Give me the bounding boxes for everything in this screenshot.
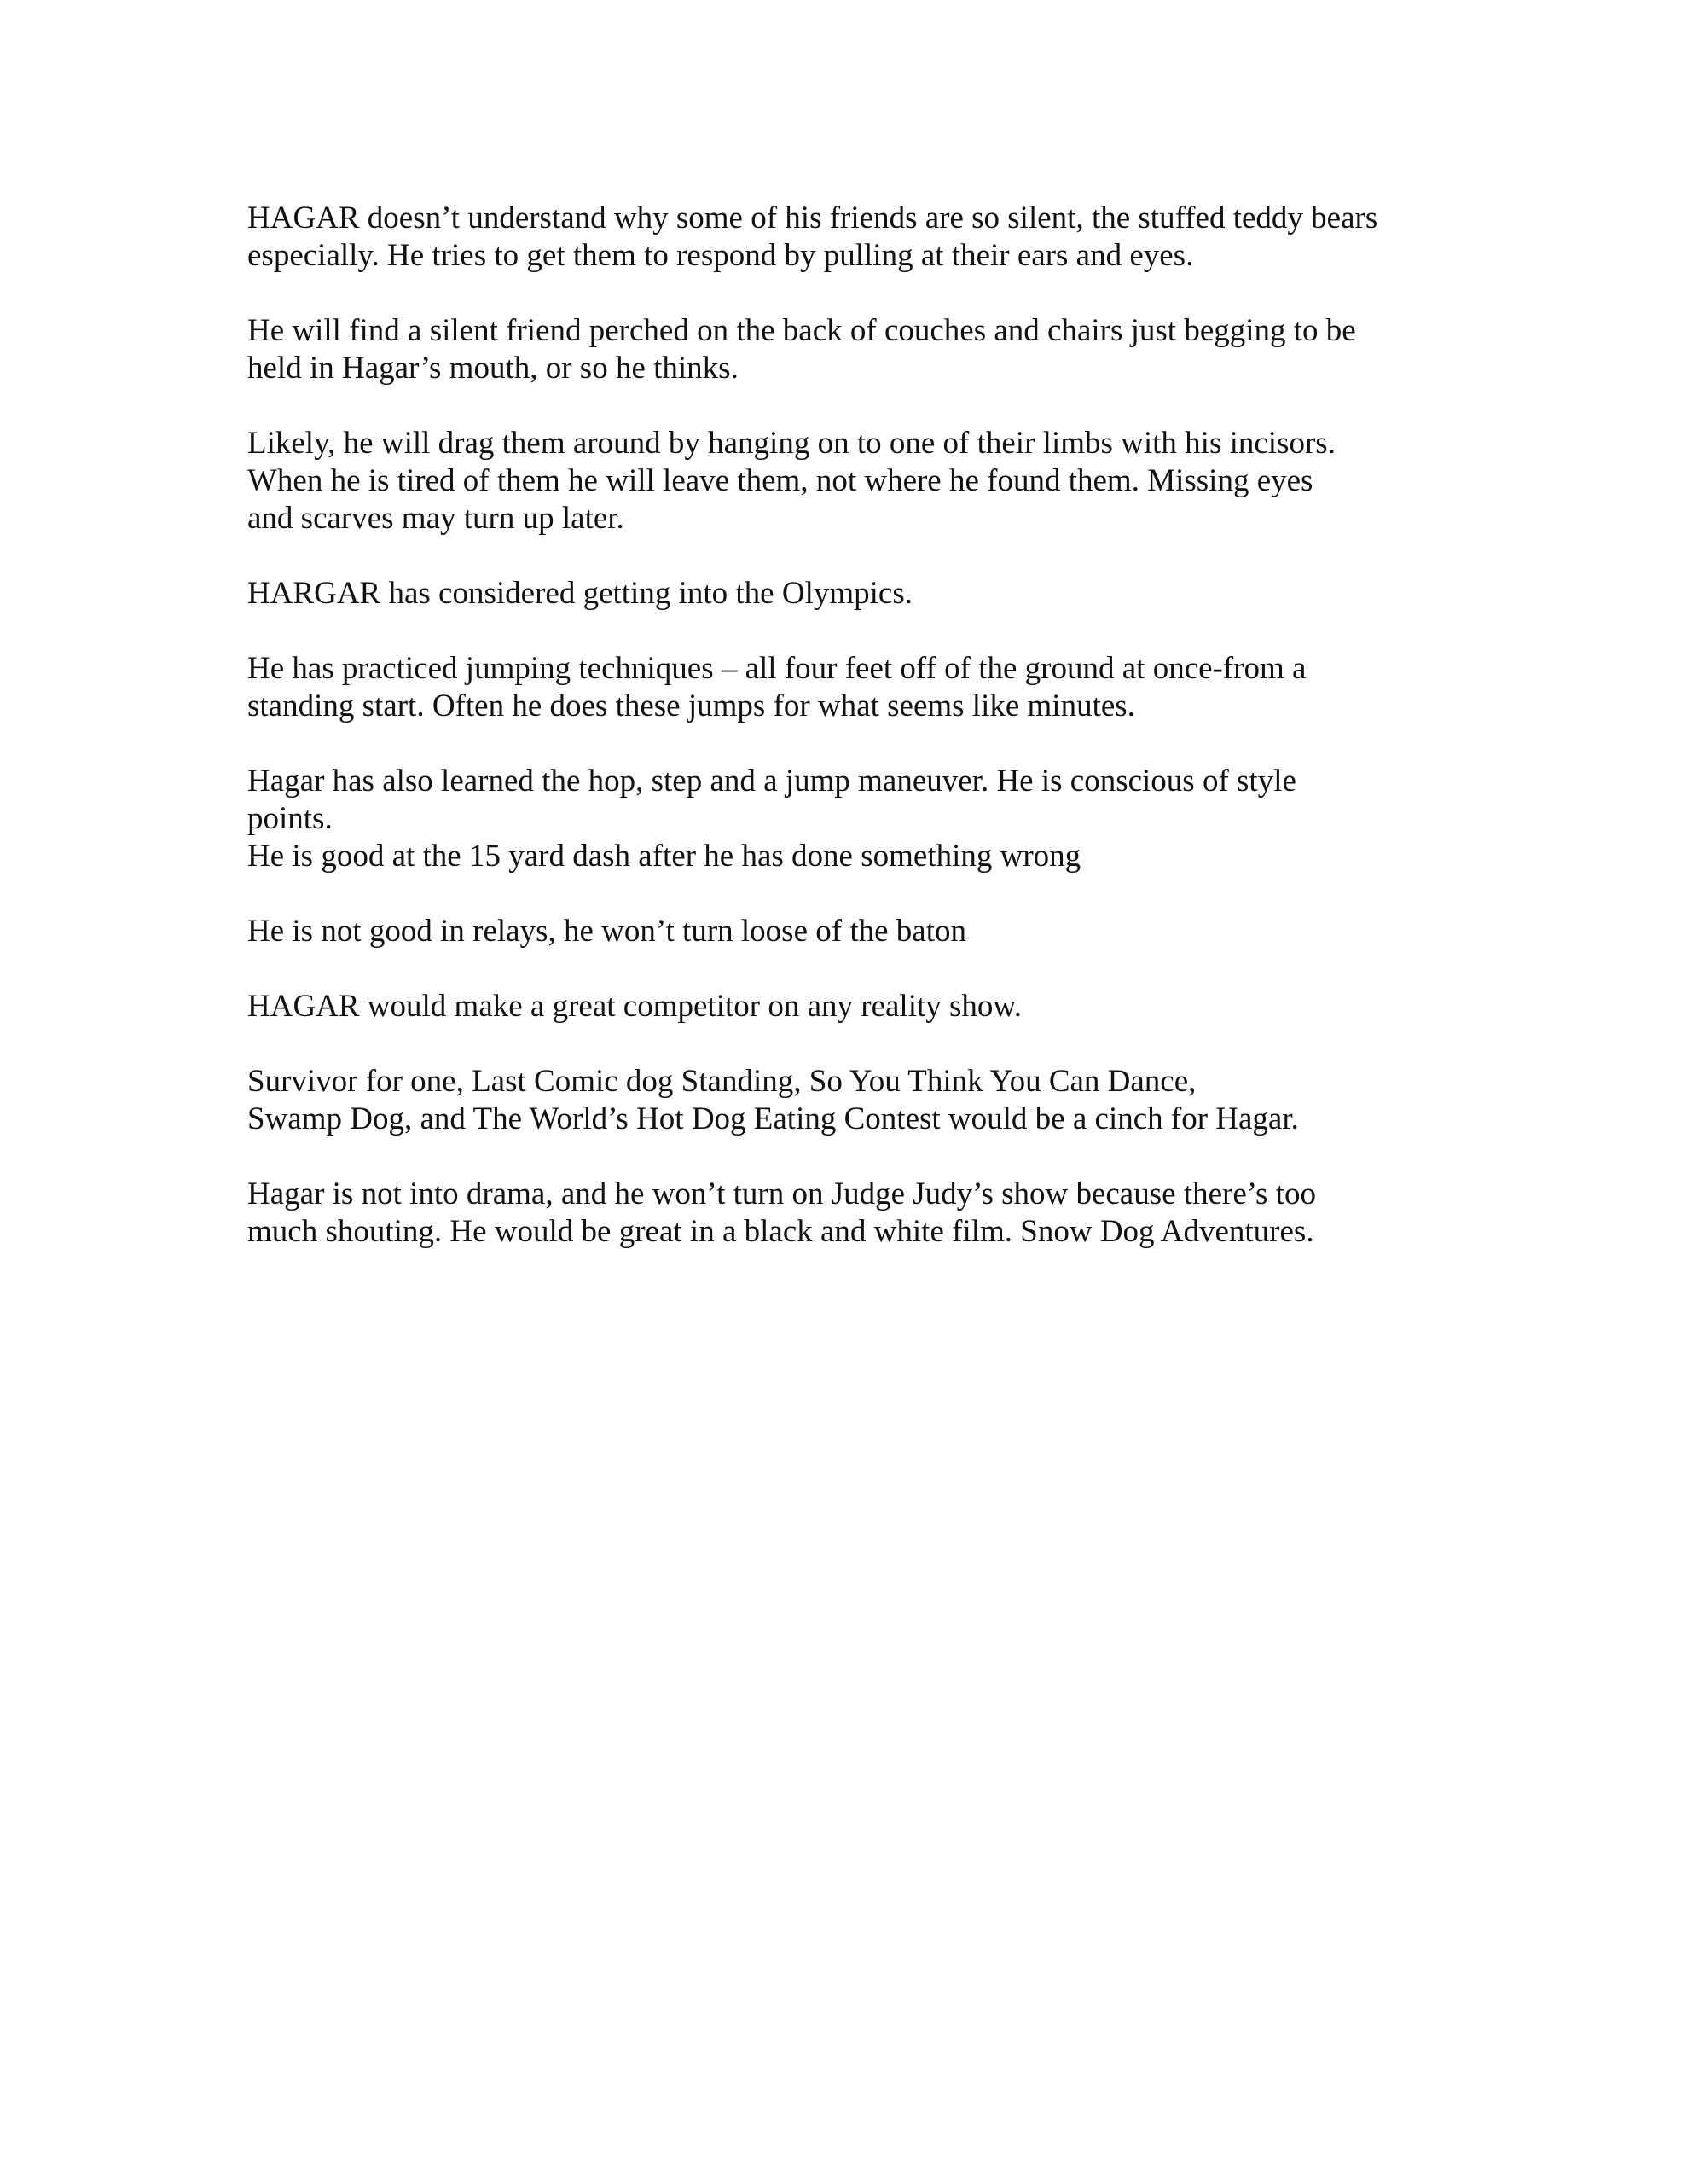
paragraph-1 xyxy=(247,200,1458,275)
paragraph-11 xyxy=(247,1176,1458,1251)
paragraph-4 xyxy=(247,575,1458,613)
paragraph-line: standing start. Often he does these jumps for what seems like minutes. xyxy=(247,688,1135,723)
paragraph-8 xyxy=(247,913,1458,950)
paragraph-9 xyxy=(247,988,1458,1025)
paragraph-3 xyxy=(247,425,1458,537)
paragraph-line: When he is tired of them he will leave them, not where he found them. Missing eyes xyxy=(247,463,1313,498)
paragraph-line: much shouting. He would be great in a black and white film. Snow Dog Adventures. xyxy=(247,1214,1314,1249)
paragraph-line: especially. He tries to get them to respond by pulling at their ears and eyes. xyxy=(247,238,1194,273)
paragraph-line: points. xyxy=(247,801,333,836)
paragraph-line: held in Hagar’s mouth, or so he thinks. xyxy=(247,351,739,386)
paragraph-10 xyxy=(247,1063,1458,1138)
paragraph-7 xyxy=(247,838,1458,875)
paragraph-2 xyxy=(247,312,1458,387)
paragraph-line: Likely, he will drag them around by hanging on to one of their limbs with his incisors. xyxy=(247,426,1336,461)
paragraph-6 xyxy=(247,763,1458,838)
document-body xyxy=(247,200,1458,1288)
paragraph-line: HAGAR would make a great competitor on any reality show. xyxy=(247,989,1022,1024)
paragraph-line: Survivor for one, Last Comic dog Standing, So You Think You Can Dance, xyxy=(247,1064,1197,1099)
paragraph-line: He has practiced jumping techniques – all four feet off of the ground at once-from a xyxy=(247,651,1307,686)
paragraph-line: HAGAR doesn’t understand why some of his friends are so silent, the stuffed teddy bears xyxy=(247,200,1378,235)
paragraph-line: He is good at the 15 yard dash after he has done something wrong xyxy=(247,839,1081,874)
paragraph-line: Hagar has also learned the hop, step and a jump maneuver. He is conscious of style xyxy=(247,764,1296,799)
paragraph-line: HARGAR has considered getting into the Olympics. xyxy=(247,576,913,611)
paragraph-line: Swamp Dog, and The World’s Hot Dog Eating Contest would be a cinch for Hagar. xyxy=(247,1101,1299,1136)
paragraph-line: He is not good in relays, he won’t turn loose of the baton xyxy=(247,914,966,949)
paragraph-line: Hagar is not into drama, and he won’t turn on Judge Judy’s show because there’s too xyxy=(247,1176,1316,1211)
paragraph-line: He will find a silent friend perched on the back of couches and chairs just begging to be xyxy=(247,313,1356,348)
paragraph-5 xyxy=(247,650,1458,725)
paragraph-line: and scarves may turn up later. xyxy=(247,501,624,536)
